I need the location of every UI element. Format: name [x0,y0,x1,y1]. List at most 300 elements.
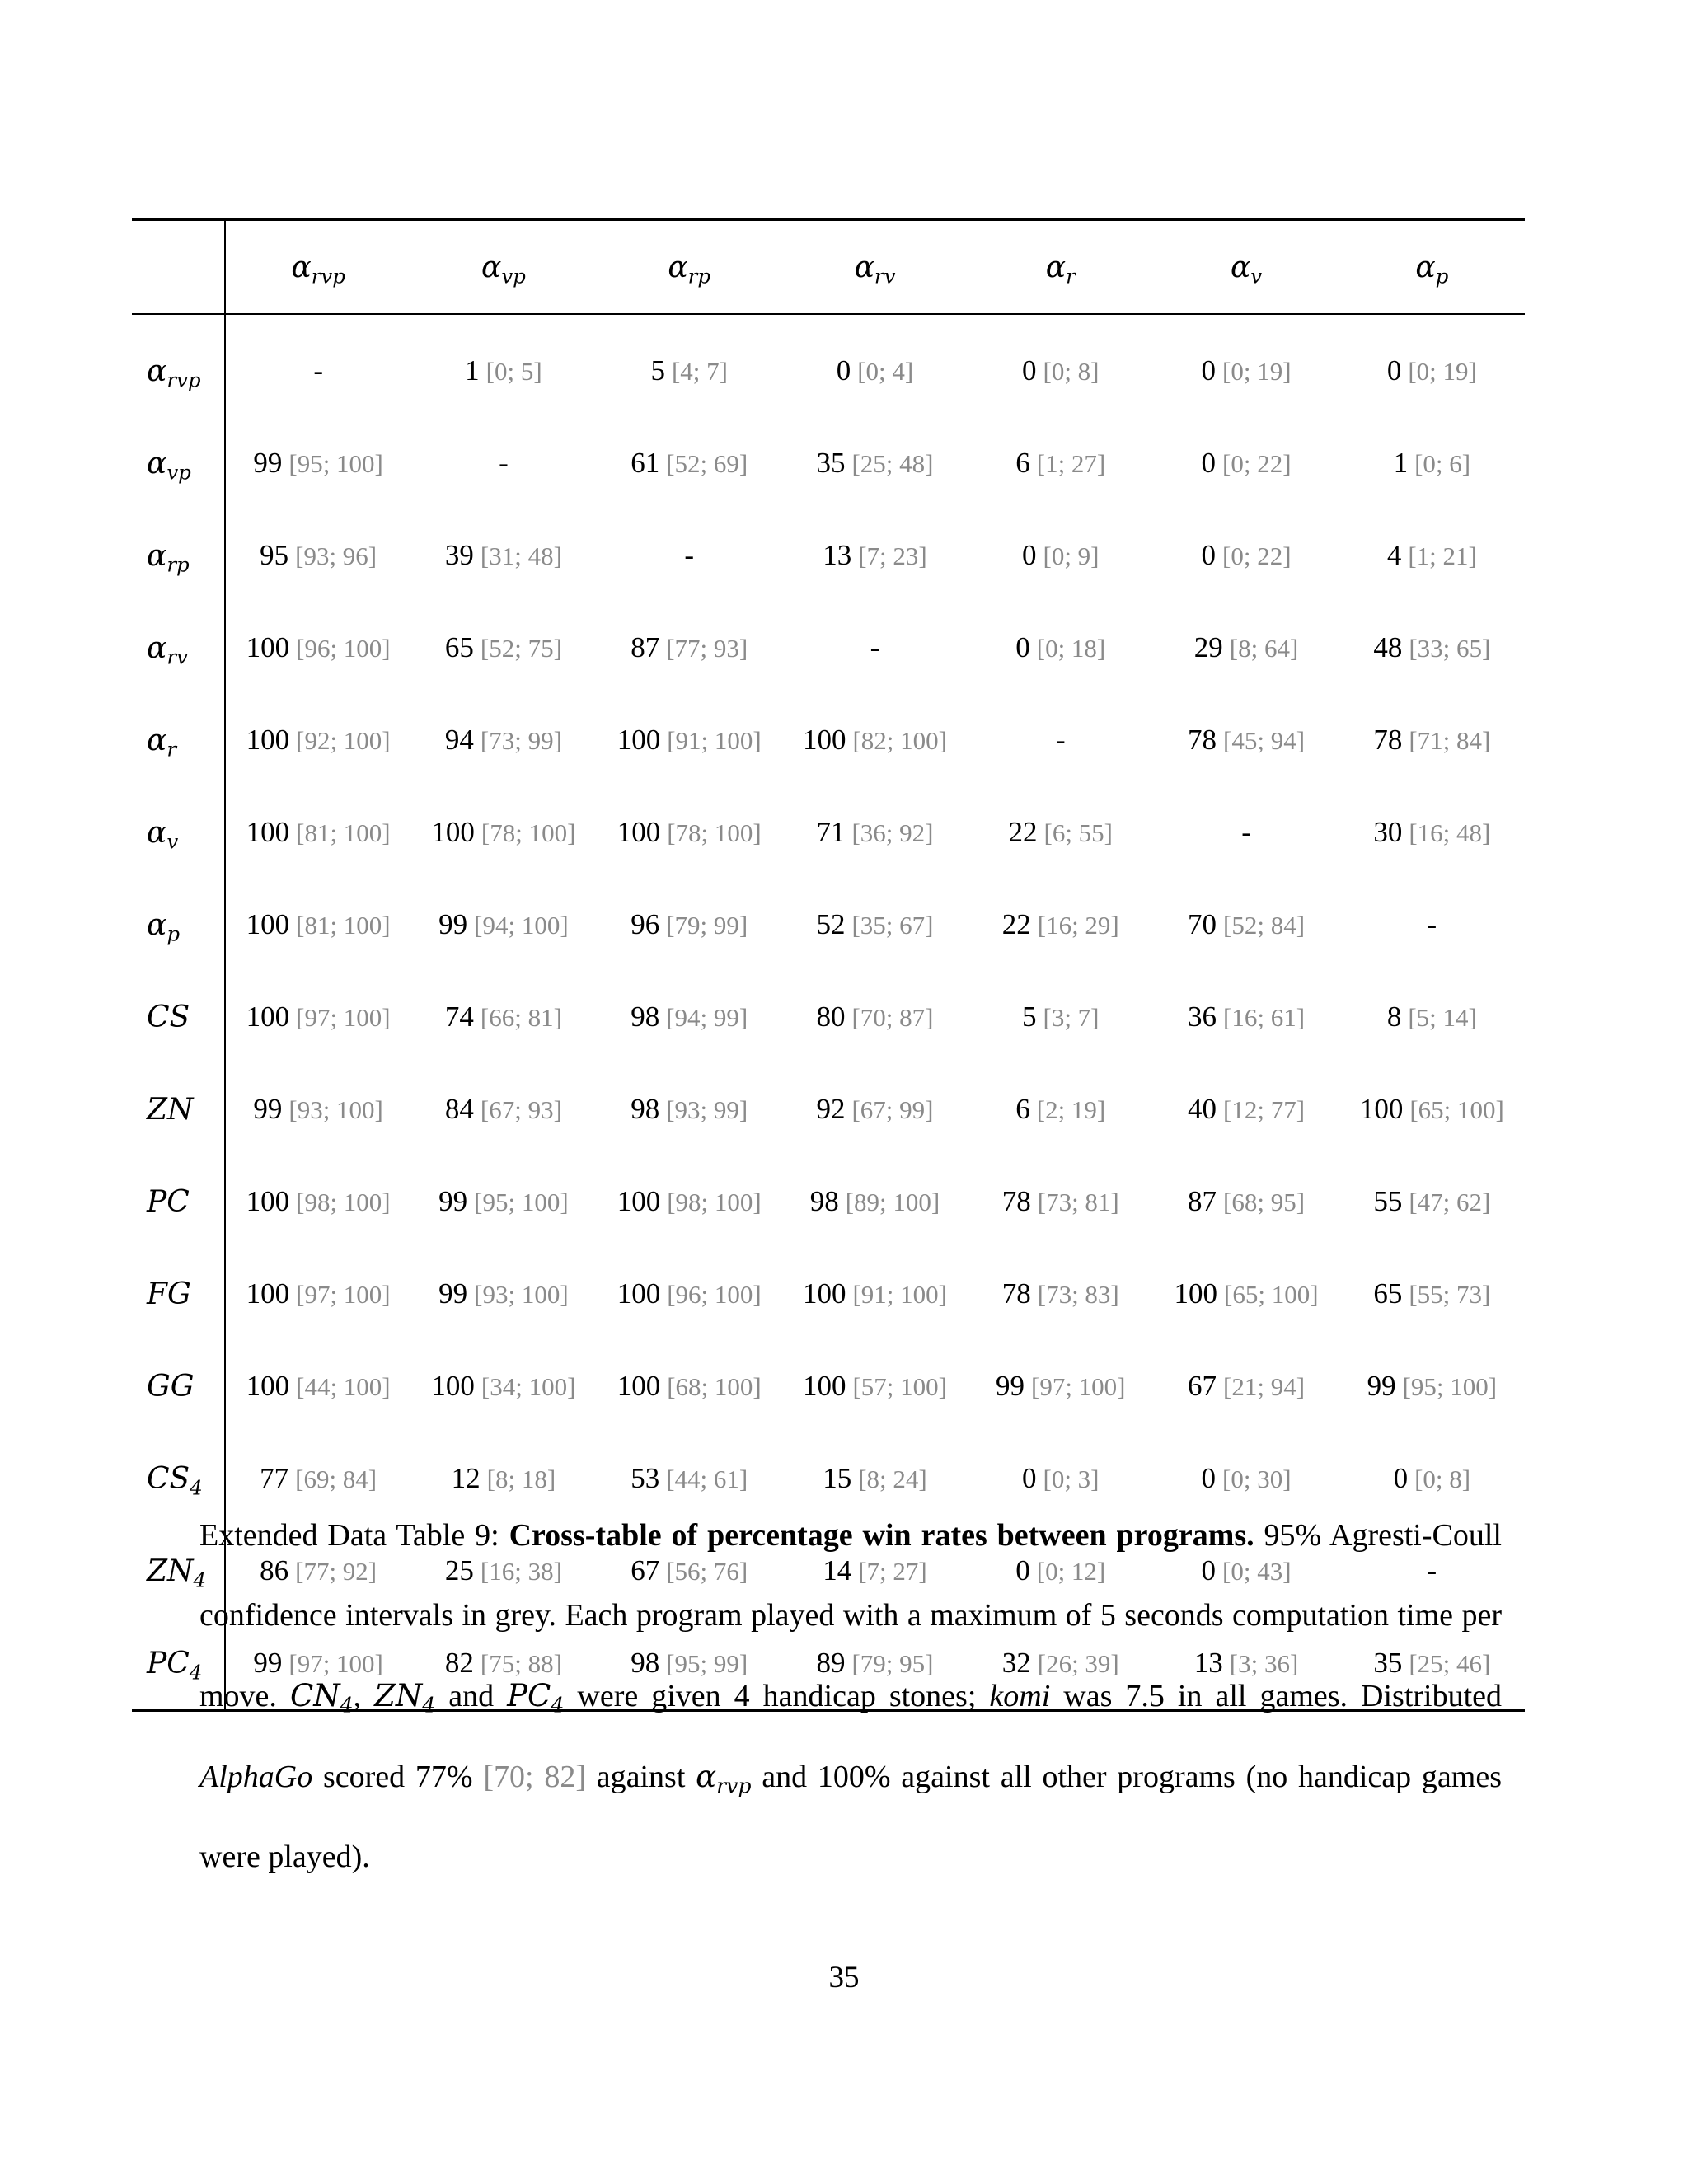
table-cell [225,1063,410,1155]
win-rate-value: 87 [631,631,660,663]
table-cell [1339,1155,1525,1248]
table-cell [410,1248,596,1340]
win-rate-value: 98 [631,1093,660,1125]
confidence-interval: [75; 88] [480,1649,562,1678]
table-cell [225,694,410,786]
confidence-interval: [95; 100] [288,449,383,478]
row-label: $\alpha_v$ [147,816,179,854]
confidence-interval: [0; 43] [1222,1557,1292,1586]
table-cell [410,602,596,694]
win-rate-value: 15 [823,1462,852,1494]
confidence-interval: [44; 61] [666,1465,748,1493]
row-header [132,786,225,879]
column-label: $\alpha_{vp}$ [481,251,526,288]
confidence-interval: [0; 8] [1043,357,1100,386]
confidence-interval: [56; 76] [666,1557,748,1586]
confidence-interval: [5; 14] [1408,1003,1477,1032]
win-rate-value: 0 [1201,1554,1217,1586]
win-rate-value: - [684,539,695,571]
confidence-interval: [89; 100] [845,1188,940,1216]
confidence-interval: [73; 83] [1037,1280,1119,1309]
column-label: $\alpha_r$ [1045,251,1076,288]
win-rate-value: 6 [1015,1093,1030,1125]
confidence-interval: [1; 27] [1036,449,1106,478]
win-rate-value: 14 [823,1554,852,1586]
column-header-v [1153,220,1339,315]
table-cell [410,694,596,786]
confidence-interval: [71; 84] [1409,726,1491,755]
table-cell [597,1340,782,1432]
table-cell [968,1155,1153,1248]
win-rate-value: 87 [1188,1185,1217,1217]
confidence-interval: [95; 100] [474,1188,569,1216]
confidence-interval: [97; 100] [296,1280,391,1309]
row-header [132,1155,225,1248]
win-rate-value: 100 [246,631,290,663]
table-cell [597,509,782,602]
win-rate-value: 98 [631,1001,660,1033]
confidence-interval: [0; 8] [1414,1465,1471,1493]
table-cell [225,1340,410,1432]
win-rate-value: 100 [802,1277,846,1310]
table-cell [782,314,968,417]
confidence-interval: [0; 19] [1408,357,1477,386]
table-cell [1339,314,1525,417]
caption-text-1: 95% Agresti-Coull confidence intervals in grey. Each program played with a maximum of 5 seconds computation time per move. [199,1518,1502,1713]
win-rate-value: 65 [444,631,474,663]
win-rate-value: 100 [246,816,290,848]
win-rate-value: 99 [253,1093,283,1125]
table-cell [1153,879,1339,971]
row-label: CS [147,1001,190,1034]
win-rate-value: 61 [631,447,660,479]
confidence-interval: [12; 77] [1223,1095,1306,1124]
win-rate-value: 100 [246,1370,290,1402]
table-cell [1153,971,1339,1063]
caption-text-6: and 100% against all other programs (no handicap games were played). [199,1760,1502,1874]
win-rate-value: 99 [253,447,283,479]
row-label: $\alpha_{vp}$ [147,447,191,485]
table-cell [597,694,782,786]
confidence-interval: [73; 81] [1037,1188,1119,1216]
table-cell [782,1340,968,1432]
table-cell [1153,1340,1339,1432]
caption-text-5: against [585,1760,696,1794]
table-cell [1339,879,1525,971]
confidence-interval: [81; 100] [296,818,391,847]
win-rate-value: 100 [617,724,661,756]
win-rate-value: 35 [1373,1647,1403,1679]
table-cell [1339,1248,1525,1340]
table-cell [1339,1063,1525,1155]
table-row [132,602,1525,694]
win-rate-value: 22 [1008,816,1038,848]
confidence-interval: [67; 99] [851,1095,934,1124]
win-rate-value: 84 [444,1093,474,1125]
win-rate-value: 98 [809,1185,839,1217]
confidence-interval: [16; 61] [1223,1003,1306,1032]
confidence-interval: [66; 81] [480,1003,562,1032]
win-rate-value: 100 [246,724,290,756]
table-cell [410,786,596,879]
confidence-interval: [0; 4] [857,357,914,386]
confidence-interval: [69; 84] [295,1465,377,1493]
confidence-interval: [95; 100] [1402,1372,1498,1401]
table-cell [782,509,968,602]
table-cell [597,602,782,694]
table-row [132,786,1525,879]
confidence-interval: [97; 100] [1031,1372,1126,1401]
win-rate-value: 82 [444,1647,474,1679]
win-rate-value: 55 [1373,1185,1403,1217]
confidence-interval: [91; 100] [852,1280,947,1309]
win-rate-value: 99 [438,1277,468,1310]
row-header [132,509,225,602]
table-cell [410,1063,596,1155]
win-rate-value: 100 [431,1370,475,1402]
row-label: PC [147,1185,190,1219]
win-rate-value: 36 [1188,1001,1217,1033]
table-cell [1153,1248,1339,1340]
confidence-interval: [0; 18] [1036,634,1106,663]
win-rate-value: 100 [246,1185,290,1217]
table-cell [597,1063,782,1155]
table-cell [597,314,782,417]
row-label: FG [147,1277,191,1311]
confidence-interval: [95; 99] [666,1649,748,1678]
table-cell [225,1155,410,1248]
table-cell [968,1340,1153,1432]
column-label: $\alpha_{rp}$ [668,251,711,288]
win-rate-value: 89 [816,1647,846,1679]
table-cell [1153,417,1339,509]
table-cell [410,509,596,602]
win-rate-value: 100 [246,1001,290,1033]
win-rate-value: 39 [444,539,474,571]
win-rate-value: 32 [1001,1647,1031,1679]
win-rate-value: 5 [1022,1001,1037,1033]
table-cell [1153,1155,1339,1248]
row-header [132,1248,225,1340]
table-row [132,1063,1525,1155]
table-header-row [132,220,1525,315]
row-label: ZN [147,1093,194,1127]
win-rate-value: 0 [1393,1462,1409,1494]
win-rate-value: - [870,631,880,663]
confidence-interval: [93; 100] [474,1280,569,1309]
table-cell [410,314,596,417]
win-rate-value: 48 [1373,631,1403,663]
win-rate-value: 0 [1386,354,1402,387]
win-rate-value: - [1055,724,1066,756]
win-rate-value: 92 [816,1093,846,1125]
confidence-interval: [16; 38] [480,1557,562,1586]
table-cell [410,417,596,509]
win-rate-value: 78 [1001,1185,1031,1217]
win-rate-value: 99 [1367,1370,1396,1402]
confidence-interval: [96; 100] [667,1280,762,1309]
win-rate-value: 65 [1373,1277,1403,1310]
table-cell [597,786,782,879]
table-cell [1339,971,1525,1063]
win-rate-value: 78 [1188,724,1217,756]
table-cell [225,602,410,694]
win-rate-value: 100 [802,1370,846,1402]
win-rate-value: 13 [823,539,852,571]
confidence-interval: [93; 99] [666,1095,748,1124]
confidence-interval: [67; 93] [480,1095,562,1124]
caption-text-4: scored 77% [312,1760,484,1794]
win-rate-value: 4 [1386,539,1402,571]
win-rate-value: 8 [1386,1001,1402,1033]
table-cell [410,1340,596,1432]
confidence-interval: [21; 94] [1223,1372,1306,1401]
confidence-interval: [78; 100] [481,818,576,847]
confidence-interval: [8; 24] [858,1465,927,1493]
confidence-interval: [0; 12] [1036,1557,1106,1586]
win-rate-value: 78 [1001,1277,1031,1310]
win-rate-value: 0 [1015,1554,1030,1586]
win-rate-value: 80 [816,1001,846,1033]
row-label: $\alpha_{rp}$ [147,539,190,577]
confidence-interval: [0; 30] [1222,1465,1292,1493]
table-cell [225,509,410,602]
table-cell [597,1248,782,1340]
confidence-interval: [94; 100] [474,911,569,940]
confidence-interval: [73; 99] [480,726,562,755]
table-cell [968,1248,1153,1340]
row-header [132,417,225,509]
confidence-interval: [31; 48] [480,541,562,570]
confidence-interval: [92; 100] [296,726,391,755]
table-cell [782,1155,968,1248]
column-header-r [968,220,1153,315]
table-cell [225,417,410,509]
win-rate-value: 100 [246,1277,290,1310]
table-cell [1339,602,1525,694]
confidence-interval: [82; 100] [852,726,947,755]
win-rate-value: 25 [444,1554,474,1586]
table-cell [597,971,782,1063]
win-rate-value: 40 [1188,1093,1217,1125]
table-row [132,1155,1525,1248]
confidence-interval: [7; 23] [858,541,927,570]
win-rate-value: 0 [1022,354,1037,387]
confidence-interval: [25; 46] [1409,1649,1491,1678]
win-rate-cross-table [132,218,1525,1718]
table-row [132,1340,1525,1432]
row-label: GG [147,1370,195,1404]
table-row [132,417,1525,509]
win-rate-value: 0 [836,354,851,387]
row-label: $PC_4$ [147,1647,203,1685]
win-rate-value: 0 [1201,354,1217,387]
confidence-interval: [52; 84] [1223,911,1306,940]
win-rate-value: 100 [617,1185,661,1217]
table-cell [410,879,596,971]
table-caption [199,1496,1502,1897]
confidence-interval: [7; 27] [858,1557,927,1586]
win-rate-value: 52 [816,908,846,940]
table-cell [968,694,1153,786]
confidence-interval: [0; 22] [1222,541,1292,570]
win-rate-value: 71 [816,816,846,848]
table-cell [1153,509,1339,602]
win-rate-value: 6 [1015,447,1030,479]
win-rate-value: 1 [1393,447,1409,479]
table-row [132,694,1525,786]
win-rate-value: 100 [617,816,661,848]
row-label: $\alpha_p$ [147,908,180,946]
win-rate-value: 98 [631,1647,660,1679]
row-header [132,1340,225,1432]
confidence-interval: [0; 9] [1043,541,1100,570]
confidence-interval: [0; 19] [1222,357,1292,386]
table-cell [1339,509,1525,602]
table-cell [782,417,968,509]
confidence-interval: [65; 100] [1409,1095,1504,1124]
confidence-interval: [96; 100] [296,634,391,663]
confidence-interval: [52; 75] [480,634,562,663]
caption-cn4: $CN_4$ [289,1678,354,1718]
confidence-interval: [44; 100] [296,1372,391,1401]
win-rate-value: 100 [1359,1093,1404,1125]
caption-komi: komi [989,1679,1051,1713]
win-rate-value: 100 [617,1277,661,1310]
win-rate-table-container [132,218,1525,1718]
confidence-interval: [98; 100] [667,1188,762,1216]
confidence-interval: [0; 6] [1414,449,1471,478]
caption-alphago: AlphaGo [199,1760,313,1794]
table-cell [782,786,968,879]
confidence-interval: [77; 92] [295,1557,377,1586]
confidence-interval: [78; 100] [667,818,762,847]
table-row [132,971,1525,1063]
caption-title: Cross-table of percentage win rates between programs. [509,1518,1254,1553]
win-rate-value: 0 [1201,1462,1217,1494]
column-header-rvp [225,220,410,315]
confidence-interval: [68; 100] [667,1372,762,1401]
column-header-rv [782,220,968,315]
confidence-interval: [68; 95] [1223,1188,1306,1216]
caption-confidence-interval: [70; 82] [483,1760,586,1794]
caption-pc4: $PC_4$ [507,1678,565,1718]
table-cell [782,971,968,1063]
confidence-interval: [52; 69] [666,449,748,478]
caption-comma: , [353,1679,375,1713]
win-rate-value: 35 [816,447,846,479]
table-cell [968,879,1153,971]
confidence-interval: [65; 100] [1224,1280,1319,1309]
confidence-interval: [1; 21] [1408,541,1477,570]
win-rate-value: 12 [451,1462,481,1494]
table-cell [782,694,968,786]
win-rate-value: 22 [1001,908,1031,940]
table-cell [1153,602,1339,694]
table-cell [968,971,1153,1063]
table-cell [597,879,782,971]
row-label: $CS_4$ [147,1462,203,1500]
confidence-interval: [2; 19] [1036,1095,1106,1124]
confidence-interval: [55; 73] [1409,1280,1491,1309]
win-rate-value: 78 [1373,724,1403,756]
win-rate-value: 96 [631,908,660,940]
confidence-interval: [16; 29] [1037,911,1119,940]
win-rate-value: 53 [631,1462,660,1494]
win-rate-value: 67 [631,1554,660,1586]
confidence-interval: [98; 100] [296,1188,391,1216]
table-cell [1339,786,1525,879]
win-rate-value: 29 [1193,631,1223,663]
confidence-interval: [25; 48] [851,449,934,478]
caption-label: Extended Data Table 9: [199,1518,509,1553]
column-header-p [1339,220,1525,315]
table-cell [968,417,1153,509]
table-row [132,1248,1525,1340]
table-cell [1339,417,1525,509]
confidence-interval: [0; 3] [1043,1465,1100,1493]
confidence-interval: [16; 48] [1409,818,1491,847]
confidence-interval: [4; 7] [671,357,728,386]
confidence-interval: [70; 87] [851,1003,934,1032]
row-header [132,879,225,971]
win-rate-value: - [1241,816,1251,848]
win-rate-value: 99 [253,1647,283,1679]
column-label: $\alpha_p$ [1415,251,1449,288]
confidence-interval: [6; 55] [1043,818,1114,847]
table-cell [225,879,410,971]
confidence-interval: [97; 100] [296,1003,391,1032]
confidence-interval: [57; 100] [852,1372,947,1401]
win-rate-value: 5 [650,354,665,387]
confidence-interval: [45; 94] [1223,726,1306,755]
win-rate-value: 99 [438,908,468,940]
win-rate-value: 70 [1188,908,1217,940]
confidence-interval: [8; 64] [1229,634,1299,663]
win-rate-value: 74 [444,1001,474,1033]
confidence-interval: [8; 18] [486,1465,556,1493]
win-rate-value: 86 [260,1554,289,1586]
table-corner-cell [132,220,225,315]
confidence-interval: [79; 99] [666,911,748,940]
confidence-interval: [77; 93] [666,634,748,663]
win-rate-value: 100 [431,816,475,848]
win-rate-value: - [313,354,323,387]
row-label: $\alpha_{rvp}$ [147,354,201,392]
table-cell [410,1155,596,1248]
row-header [132,314,225,417]
row-header [132,602,225,694]
caption-and: and [435,1679,508,1713]
win-rate-value: 0 [1022,539,1037,571]
win-rate-value: 95 [260,539,289,571]
confidence-interval: [91; 100] [667,726,762,755]
table-cell [968,602,1153,694]
table-cell [1153,786,1339,879]
table-cell [782,602,968,694]
table-cell [410,971,596,1063]
win-rate-value: 13 [1193,1647,1223,1679]
column-header-vp [410,220,596,315]
table-cell [597,417,782,509]
win-rate-value: 100 [802,724,846,756]
confidence-interval: [26; 39] [1037,1649,1119,1678]
caption-zn4: $ZN_4$ [374,1678,436,1718]
column-label: $\alpha_{rv}$ [854,251,896,288]
win-rate-value: 30 [1373,816,1403,848]
column-label: $\alpha_{rvp}$ [291,251,345,288]
table-cell [1153,694,1339,786]
